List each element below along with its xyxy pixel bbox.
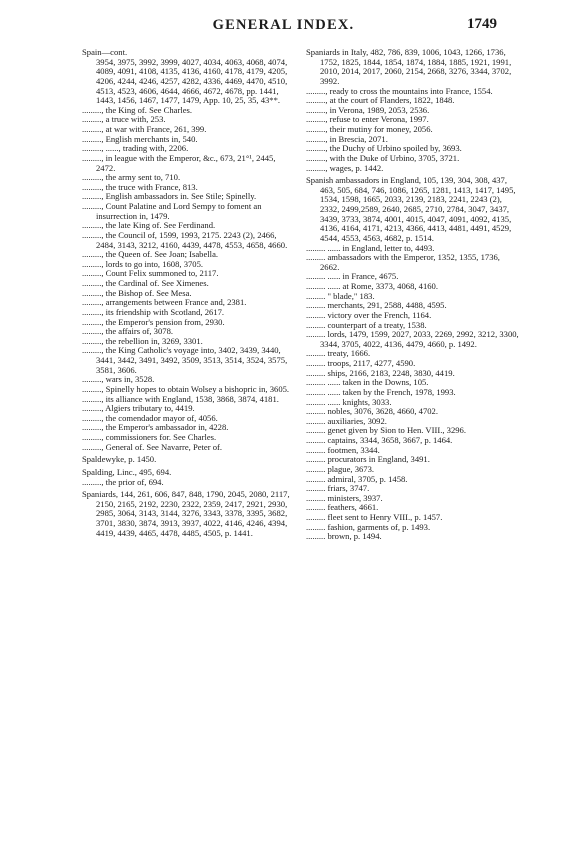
index-entry: ........., a truce with, 253. (82, 114, 166, 125)
index-entry: ........., ......, trading with, 2206. (82, 143, 189, 154)
index-entry: ......... ...... taken by the French, 1978, 1993. (306, 386, 456, 397)
index-entry: ........., at war with France, 261, 399. (82, 124, 207, 134)
index-entry: ......... ...... in England, letter to, 4493. (306, 242, 435, 253)
index-entry: ......... ...... in France, 4675. (306, 271, 399, 282)
index-entry: ........., Count Palatine and Lord Sempy to foment an insurrection in, 1479. (82, 201, 262, 221)
index-entry: ........., the comendador mayor of, 4056. (82, 412, 218, 423)
index-entry: ......... genet given by Sion to Hen. VIII., 3296. (306, 425, 466, 436)
index-entry: ........., the army sent to, 710. (82, 172, 181, 183)
index-entry: ........., the truce with France, 813. (82, 181, 198, 192)
index-entry: ........., the Council of, 1599, 1993, 2175. 2243 (2), 2466, 2484, 3143, 3212, 4160, 4439, 4478, 4553, 4658, 4660. (82, 229, 288, 250)
index-entry: ........., at the court of Flanders, 1822, 1848. (306, 95, 455, 106)
index-entry: ........., with the Duke of Urbino, 3705, 3721. (306, 152, 460, 163)
index-heading-entry: Spanish ambassadors in England, 105, 139, 304, 308, 437, 463, 505, 684, 746, 1086, 1265, 1281, 1413, 1417, 1495, 1534, 1598, 1665, 2033, 2139, 2183, 2241, 2243 (2), 2332, 2499,2589, 2640, 2685, 2710, 2784, 3047, 3437, 3439, 3733, 3874, 4001, 4015, 4047, 4091, 4092, 4135, 4136, 4164, 4171, 4213, 4366, 4413, 4481, 4491, 4529, 4544, 4553, 4563, 4682, p. 1514. (306, 175, 516, 243)
index-entry: ......... admiral, 3705, p. 1458. (306, 473, 408, 484)
index-entry: ........., the Emperor's ambassador in, 4228. (82, 422, 229, 433)
index-entry: ........., in league with the Emperor, &c., 673, 21°¹, 2445, 2472. (82, 152, 276, 173)
index-entry: ......... ministers, 3937. (306, 492, 383, 503)
index-entry: 3954, 3975, 3992, 3999, 4027, 4034, 4063, 4068, 4074, 4089, 4091, 4108, 4135, 4136, 4160, 4178, 4179, 4205, 4206, 4244, 4246, 4257, 4282, 4336, 4469, 4470, 4510, 4513, 4523, 4606, 4644, 4666, 4672, 4678, pp. 1441, 1443, 1456, 1467, 1477, 1479, App. 10, 25, 35, 43**. (96, 56, 288, 106)
index-entry: ........., the Queen of. See Joan; Isabella. (82, 249, 219, 260)
index-entry: ......... merchants, 291, 2588, 4488, 4595. (306, 300, 447, 311)
index-heading-entry: Spain—cont. (82, 47, 128, 57)
index-entry: ........., its alliance with England, 1538, 3868, 3874, 4181. (82, 393, 279, 404)
index-entry: ......... brown, p. 1494. (306, 531, 382, 542)
index-entry: ......... auxiliaries, 3092. (306, 415, 387, 426)
index-entry: ........., their mutiny for money, 2056. (306, 124, 433, 134)
index-entry: ........., wages, p. 1442. (306, 162, 384, 173)
index-entry: ......... fashion, garments of, p. 1493. (306, 521, 431, 532)
index-entry: ........., the late King of. See Ferdinand. (82, 220, 216, 231)
index-entry: ........., the Bishop of. See Mesa. (82, 287, 192, 298)
index-heading-entry: Spaniards in Italy, 482, 786, 839, 1006, 1043, 1266, 1736, 1752, 1825, 1844, 1854, 1874, 1884, 1885, 1921, 1991, 2010, 2014, 2017, 2060, 2154, 2668, 3276, 3344, 3702, 3992. (306, 47, 512, 86)
index-entry: ........., the Duchy of Urbino spoiled by, 3693. (306, 143, 462, 154)
index-entry: ........., in Verona, 1989, 2053, 2536. (306, 104, 430, 115)
index-entry: ........., refuse to enter Verona, 1997. (306, 114, 429, 125)
index-entry: ......... " blade," 183. (306, 290, 375, 301)
page-header-title: GENERAL INDEX. (212, 17, 355, 33)
index-entry: ......... feathers, 4661. (306, 502, 379, 513)
index-entry: ........., the affairs of, 3078. (82, 326, 174, 337)
index-entry: ......... nobles, 3076, 3628, 4660, 4702. (306, 406, 439, 417)
index-column-left (82, 48, 294, 538)
index-entry: ........., arrangements between France and, 2381. (82, 297, 247, 308)
index-entry: ......... friars, 3747. (306, 483, 370, 494)
index-entry: ........., wars in, 3528. (82, 374, 155, 385)
index-entry: ......... ships, 2166, 2183, 2248, 3830, 4419. (306, 367, 455, 378)
index-entry: ........., the Cardinal of. See Ximenes. (82, 278, 209, 288)
index-entry: ......... lords, 1479, 1599, 2027, 2033, 2269, 2992, 3212, 3300, 3344, 3705, 4022, 4136, 4479, 4660, p. 1492. (306, 329, 519, 349)
index-entry: ........., the rebellion in, 3269, 3301. (82, 335, 203, 346)
index-entry: ........., ready to cross the mountains into France, 1554. (306, 85, 493, 96)
index-entry: ........., General of. See Navarre, Peter of. (82, 441, 223, 452)
index-entry: ......... procurators in England, 3491. (306, 454, 430, 465)
index-entry: ........., the King of. See Charles. (82, 104, 193, 115)
index-entry: ........., English merchants in, 540. (82, 133, 198, 144)
page-number: 1749 (467, 16, 497, 32)
index-entry: ........., lords to go into, 1608, 3705. (82, 258, 204, 269)
index-entry: ......... captains, 3344, 3658, 3667, p. 1464. (306, 435, 453, 445)
index-heading-entry: Spaniards, 144, 261, 606, 847, 848, 1790, 2045, 2080, 2117, 2150, 2165, 2192, 2230, 2322, 2359, 2417, 2921, 2930, 2985, 3064, 3143, 3144, 3276, 3343, 3378, 3395, 3682, 3701, 3830, 3874, 3913, 3937, 4022, 4146, 4246, 4394, 4419, 4439, 4465, 4478, 4485, 4505, p. 1441. (82, 489, 290, 538)
index-entry: ......... troops, 2117, 4277, 4590. (306, 358, 416, 368)
index-entry: ......... ...... knights, 3033. (306, 396, 392, 407)
index-column-right (306, 48, 520, 542)
index-entry: ........., the Emperor's pension from, 2930. (82, 316, 225, 327)
index-entry: ......... ...... at Rome, 3373, 4068, 4160. (306, 281, 439, 291)
index-entry: ........., Spinelly hopes to obtain Wolsey a bishopric in, 3605. (82, 383, 290, 394)
index-entry: ........., Count Felix summoned to, 2117. (82, 268, 219, 279)
index-entry: ......... ...... taken in the Downs, 105. (306, 377, 429, 388)
index-entry: ......... footmen, 3344. (306, 444, 380, 455)
index-entry: ........., commissioners for. See Charles. (82, 432, 217, 442)
index-entry: ........., Algiers tributary to, 4419. (82, 403, 195, 414)
index-entry: ......... fleet sent to Henry VIII., p. 1457. (306, 512, 443, 522)
index-entry: ......... plague, 3673. (306, 463, 375, 474)
index-heading-entry: Spalding, Linc., 495, 694. (82, 466, 172, 477)
index-heading-entry: Spaldewyke, p. 1450. (82, 454, 157, 465)
index-entry: ......... ambassadors with the Emperor, 1352, 1355, 1736, 2662. (306, 252, 500, 272)
index-entry: ......... counterpart of a treaty, 1538. (306, 319, 427, 330)
index-entry: ......... victory over the French, 1164. (306, 309, 432, 320)
index-entry: ........., in Brescia, 2071. (306, 133, 388, 144)
index-entry: ........., its friendship with Scotland, 2617. (82, 306, 225, 317)
index-entry: ........., the King Catholic's voyage into, 3402, 3439, 3440, 3441, 3442, 3491, 3492, 3509, 3513, 3514, 3524, 3575, 3581, 3606. (82, 345, 288, 375)
index-entry: ........., English ambassadors in. See Stile; Spinelly. (82, 191, 257, 202)
index-entry: ........., the prior of, 694. (82, 476, 164, 487)
index-entry: ......... treaty, 1666. (306, 348, 371, 359)
